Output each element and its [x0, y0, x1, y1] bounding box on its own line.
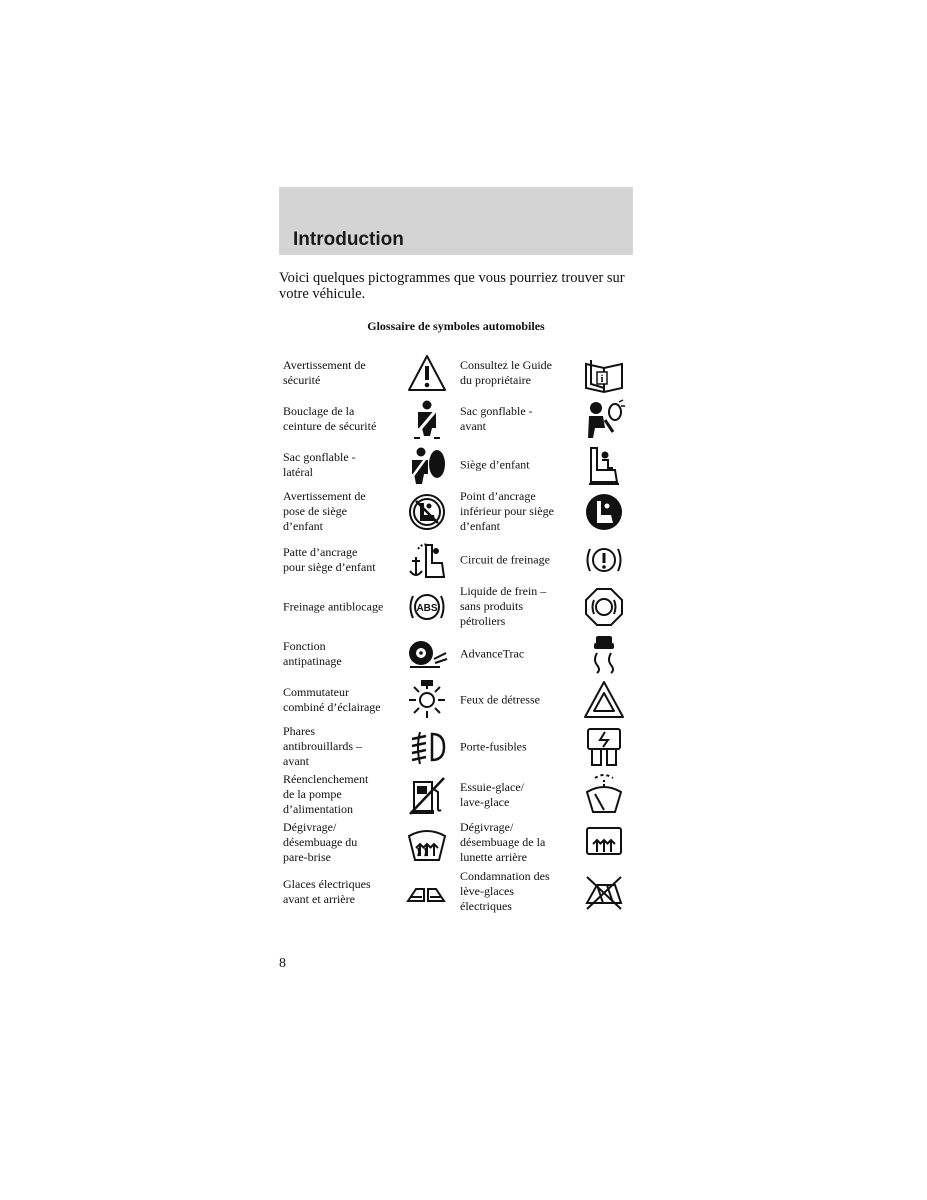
- fuse-icon: [583, 726, 625, 768]
- symbol-label-line: antibrouillards –: [283, 739, 362, 754]
- symbol-label: [460, 457, 530, 472]
- symbol-label-line: Fonction: [283, 638, 326, 653]
- symbol-label-line: Réenclenchement: [283, 772, 369, 787]
- symbol-label-line: pétroliers: [460, 614, 506, 629]
- symbol-label-line: Commutateur: [283, 684, 349, 699]
- symbol-label-line: d’enfant: [283, 519, 323, 534]
- intro-paragraph: Voici quelques pictogrammes que vous pourriez trouver sur votre véhicule.: [279, 270, 625, 302]
- symbol-label-line: Essuie-glace/: [460, 779, 524, 794]
- glossary-title: Glossaire de symboles automobiles: [367, 319, 545, 333]
- symbol-label-line: Sac gonflable -: [460, 403, 533, 418]
- symbol-label-line: avant: [283, 754, 309, 769]
- symbol-label-line: Sac gonflable -: [283, 449, 356, 464]
- front-fog-lamp-icon: [406, 726, 448, 768]
- seatbelt-icon: [406, 398, 448, 440]
- side-airbag-icon: [406, 444, 448, 486]
- section-title: Introduction: [293, 229, 404, 250]
- front-airbag-icon: [583, 398, 625, 440]
- symbol-label-line: Bouclage de la: [283, 403, 355, 418]
- symbol-label-line: désembuage de la: [460, 835, 546, 850]
- section-header-band: [279, 187, 633, 255]
- symbol-label-line: avant: [460, 419, 486, 433]
- abs-icon: [406, 586, 448, 628]
- symbol-label-line: Consultez le Guide: [460, 357, 552, 372]
- lower-anchor-icon: [583, 491, 625, 533]
- svg-text:ABS: ABS: [416, 603, 438, 614]
- symbol-label: [460, 404, 533, 434]
- child-seat-icon: [583, 444, 625, 486]
- symbol-label: [460, 739, 527, 754]
- symbol-label-line: pose de siège: [283, 504, 347, 519]
- symbol-label: [283, 685, 381, 715]
- brake-system-icon: [583, 539, 625, 581]
- rear-defrost-icon: [583, 822, 625, 864]
- symbol-label-line: Liquide de frein –: [460, 584, 547, 599]
- symbol-label: [460, 869, 550, 915]
- symbol-label-line: avant et arrière: [283, 892, 355, 906]
- symbol-label-line: Dégivrage/: [283, 820, 337, 835]
- lighting-switch-icon: [406, 679, 448, 721]
- symbol-label-line: Avertissement de: [283, 357, 366, 372]
- symbol-label-line: du propriétaire: [460, 373, 531, 387]
- tether-anchor-icon: [406, 539, 448, 581]
- symbol-label-line: ceinture de sécurité: [283, 419, 377, 433]
- symbol-label-line: Phares: [283, 724, 315, 739]
- symbol-label-line: Feux de détresse: [460, 692, 540, 707]
- advancetrac-icon: [583, 633, 625, 675]
- symbol-label-line: Condamnation des: [460, 869, 550, 884]
- windshield-defrost-icon: [406, 822, 448, 864]
- symbol-label-line: Circuit de freinage: [460, 552, 550, 567]
- symbol-label: [283, 877, 371, 907]
- symbol-label-line: latéral: [283, 465, 313, 479]
- window-lockout-icon: [583, 871, 625, 913]
- symbol-label: [460, 584, 546, 630]
- symbol-label-line: lunette arrière: [460, 850, 527, 865]
- symbol-label-line: Glaces électriques: [283, 876, 371, 891]
- svg-text:i: i: [600, 374, 604, 385]
- symbol-label: [460, 358, 552, 388]
- symbol-label: [283, 358, 366, 388]
- symbol-label-line: d’alimentation: [283, 802, 353, 817]
- symbol-label: [460, 692, 540, 707]
- symbol-label-line: combiné d’éclairage: [283, 700, 381, 714]
- symbol-label-line: Freinage antiblocage: [283, 599, 384, 614]
- symbol-label-line: sans produits: [460, 599, 523, 614]
- hazard-triangle-icon: [583, 679, 625, 721]
- child-seat-warning-icon: [406, 491, 448, 533]
- symbol-label: [283, 639, 342, 669]
- symbol-label-line: sécurité: [283, 373, 321, 387]
- warning-triangle-icon: [406, 352, 448, 394]
- symbol-label-line: Porte-fusibles: [460, 739, 527, 754]
- symbol-label: [283, 545, 376, 575]
- symbol-label-line: Avertissement de: [283, 489, 366, 504]
- symbol-label-line: d’enfant: [460, 519, 500, 534]
- symbol-label-line: Siège d’enfant: [460, 457, 530, 472]
- symbol-label-line: désembuage du: [283, 835, 358, 850]
- fuel-pump-reset-icon: [406, 774, 448, 816]
- symbol-label-line: Patte d’ancrage: [283, 544, 358, 559]
- symbol-label: [460, 489, 554, 535]
- page-number: 8: [279, 956, 286, 971]
- symbol-label: [460, 820, 545, 866]
- traction-control-icon: [406, 633, 448, 675]
- symbol-label-line: électriques: [460, 899, 512, 914]
- symbol-label: [283, 820, 357, 866]
- power-windows-icon: [406, 871, 448, 913]
- symbol-label-line: pour siège d’enfant: [283, 560, 376, 574]
- symbol-label: [283, 404, 376, 434]
- symbol-label-line: de la pompe: [283, 787, 342, 802]
- symbol-label-line: inférieur pour siège: [460, 504, 554, 519]
- symbol-label-line: Dégivrage/: [460, 820, 514, 835]
- owner-guide-book-icon: [583, 352, 625, 394]
- symbol-label: [460, 780, 524, 810]
- symbol-label-line: Point d’ancrage: [460, 489, 536, 504]
- symbol-label-line: lève-glaces: [460, 884, 514, 899]
- symbol-label: [283, 599, 383, 614]
- brake-fluid-icon: [583, 586, 625, 628]
- symbol-label-line: pare-brise: [283, 850, 331, 865]
- symbol-label: [283, 489, 366, 535]
- wiper-washer-icon: [583, 774, 625, 816]
- symbol-label-line: antipatinage: [283, 654, 342, 668]
- symbol-label: [460, 646, 524, 661]
- symbol-label: [283, 724, 362, 770]
- symbol-label: [283, 772, 368, 818]
- symbol-label-line: lave-glace: [460, 795, 510, 809]
- symbol-label: [283, 450, 356, 480]
- symbol-label-line: AdvanceTrac: [460, 646, 525, 661]
- symbol-label: [460, 552, 550, 567]
